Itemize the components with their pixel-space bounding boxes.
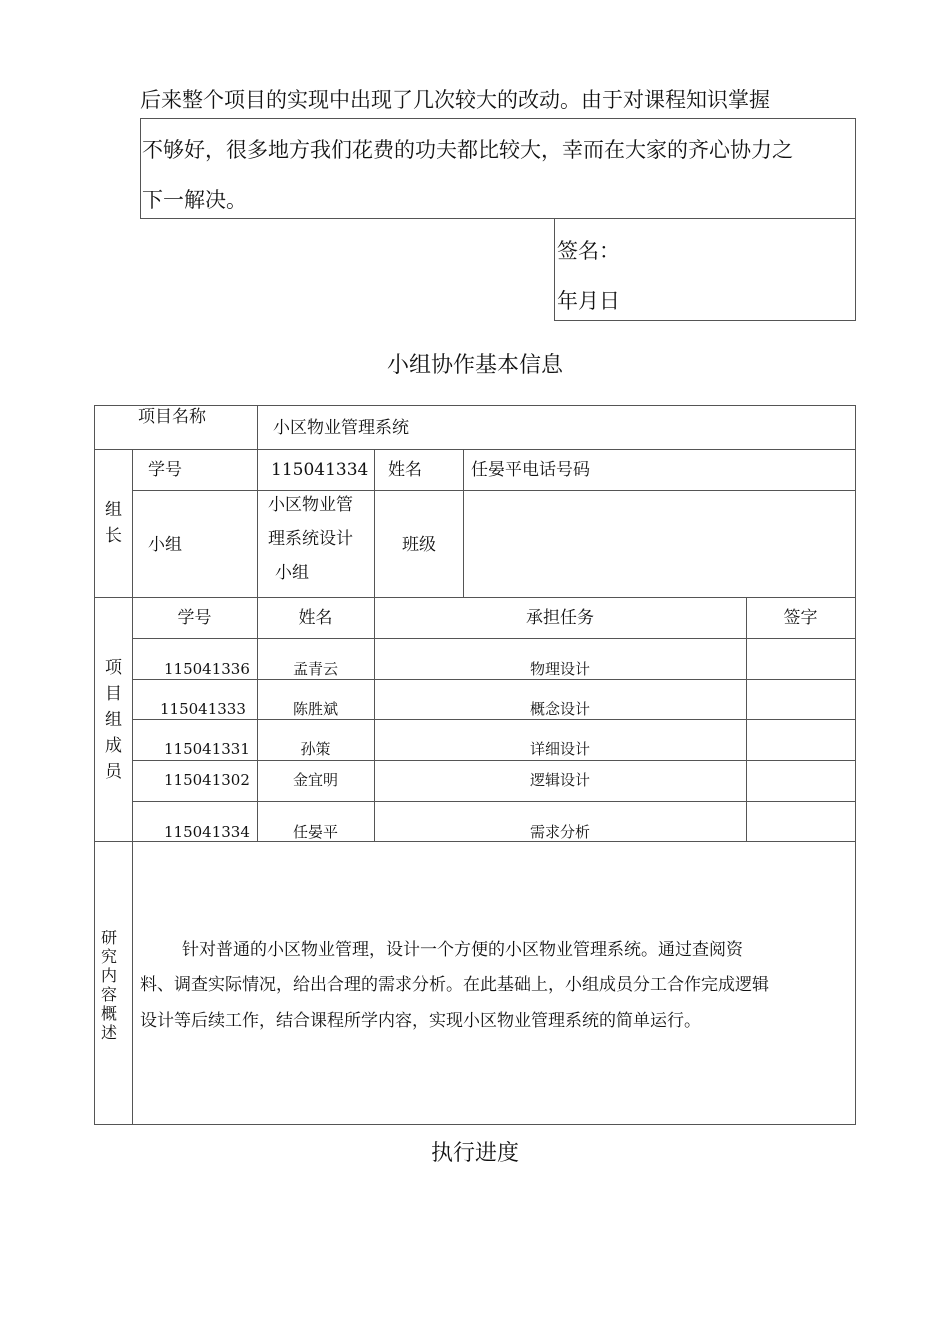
leader-label-2: 长 bbox=[105, 526, 122, 546]
member-id: 115041334 bbox=[164, 823, 250, 841]
divider bbox=[94, 1124, 855, 1125]
member-name: 陈胜斌 bbox=[292, 700, 338, 718]
header-task: 承担任务 bbox=[526, 608, 594, 628]
project-name-label: 项目名称 bbox=[138, 407, 206, 427]
group-label: 小组 bbox=[148, 535, 182, 555]
member-id: 115041331 bbox=[164, 740, 250, 758]
date-label: 年月日 bbox=[557, 289, 620, 313]
members-label-1: 项 bbox=[105, 658, 122, 678]
divider bbox=[463, 449, 464, 597]
divider bbox=[746, 597, 747, 841]
divider bbox=[94, 405, 95, 1125]
next-section-title: 执行进度 bbox=[430, 1141, 519, 1166]
member-name: 孟青云 bbox=[292, 660, 338, 678]
research-line-1: 针对普通的小区物业管理，设计一个方便的小区物业管理系统。通过查阅资 bbox=[182, 940, 743, 960]
member-id: 115041336 bbox=[164, 660, 250, 678]
divider bbox=[132, 490, 855, 491]
member-name: 任晏平 bbox=[292, 823, 338, 841]
leader-id-value: 115041334 bbox=[271, 460, 369, 480]
leader-label-1: 组 bbox=[105, 500, 122, 520]
header-name: 姓名 bbox=[298, 608, 333, 628]
leader-name-label: 姓名 bbox=[388, 460, 422, 480]
text-line-3: 下一解决。 bbox=[142, 188, 247, 212]
section-title: 小组协作基本信息 bbox=[386, 353, 563, 378]
signature-label: 签名： bbox=[557, 239, 620, 263]
member-name: 金宜明 bbox=[292, 771, 338, 789]
divider bbox=[94, 597, 855, 598]
leader-id-label: 学号 bbox=[148, 460, 182, 480]
divider bbox=[140, 118, 141, 218]
members-label-5: 员 bbox=[105, 762, 122, 782]
research-line-2: 料、调查实际情况，给出合理的需求分析。在此基础上，小组成员分工合作完成逻辑 bbox=[140, 975, 769, 995]
member-task: 概念设计 bbox=[529, 700, 590, 718]
divider bbox=[554, 320, 856, 321]
divider bbox=[94, 449, 855, 450]
group-value-line-3: 小组 bbox=[275, 563, 309, 583]
member-task: 详细设计 bbox=[529, 740, 590, 758]
research-line-3: 设计等后续工作，结合课程所学内容，实现小区物业管理系统的简单运行。 bbox=[140, 1011, 701, 1031]
members-label-3: 组 bbox=[105, 710, 122, 730]
group-value-line-2: 理系统设计 bbox=[268, 529, 353, 549]
research-label: 研究内容概述 bbox=[100, 928, 117, 1042]
divider bbox=[257, 405, 258, 449]
divider bbox=[855, 405, 856, 1125]
member-task: 需求分析 bbox=[529, 823, 590, 841]
divider bbox=[94, 841, 855, 842]
project-name-value: 小区物业管理系统 bbox=[273, 418, 409, 438]
member-task: 物理设计 bbox=[529, 660, 590, 678]
text-line-1: 后来整个项目的实现中出现了几次较大的改动。由于对课程知识掌握 bbox=[140, 88, 770, 112]
member-name: 孙策 bbox=[300, 740, 331, 758]
divider bbox=[855, 118, 856, 320]
divider bbox=[132, 449, 133, 1125]
members-label-4: 成 bbox=[105, 736, 122, 756]
member-task: 逻辑设计 bbox=[529, 771, 590, 789]
divider bbox=[94, 405, 855, 406]
members-label-2: 目 bbox=[105, 684, 122, 704]
header-sign: 签字 bbox=[783, 608, 818, 628]
leader-name-phone-value: 任晏平电话号码 bbox=[471, 460, 590, 480]
member-id: 115041302 bbox=[164, 771, 250, 789]
text-line-2: 不够好，很多地方我们花费的功夫都比较大，幸而在大家的齐心协力之 bbox=[142, 138, 793, 162]
header-id: 学号 bbox=[177, 608, 212, 628]
group-value-line-1: 小区物业管 bbox=[268, 495, 353, 515]
class-label: 班级 bbox=[402, 535, 436, 555]
divider bbox=[140, 118, 855, 119]
divider bbox=[554, 218, 555, 320]
member-id: 115041333 bbox=[160, 700, 246, 718]
divider bbox=[140, 218, 855, 219]
